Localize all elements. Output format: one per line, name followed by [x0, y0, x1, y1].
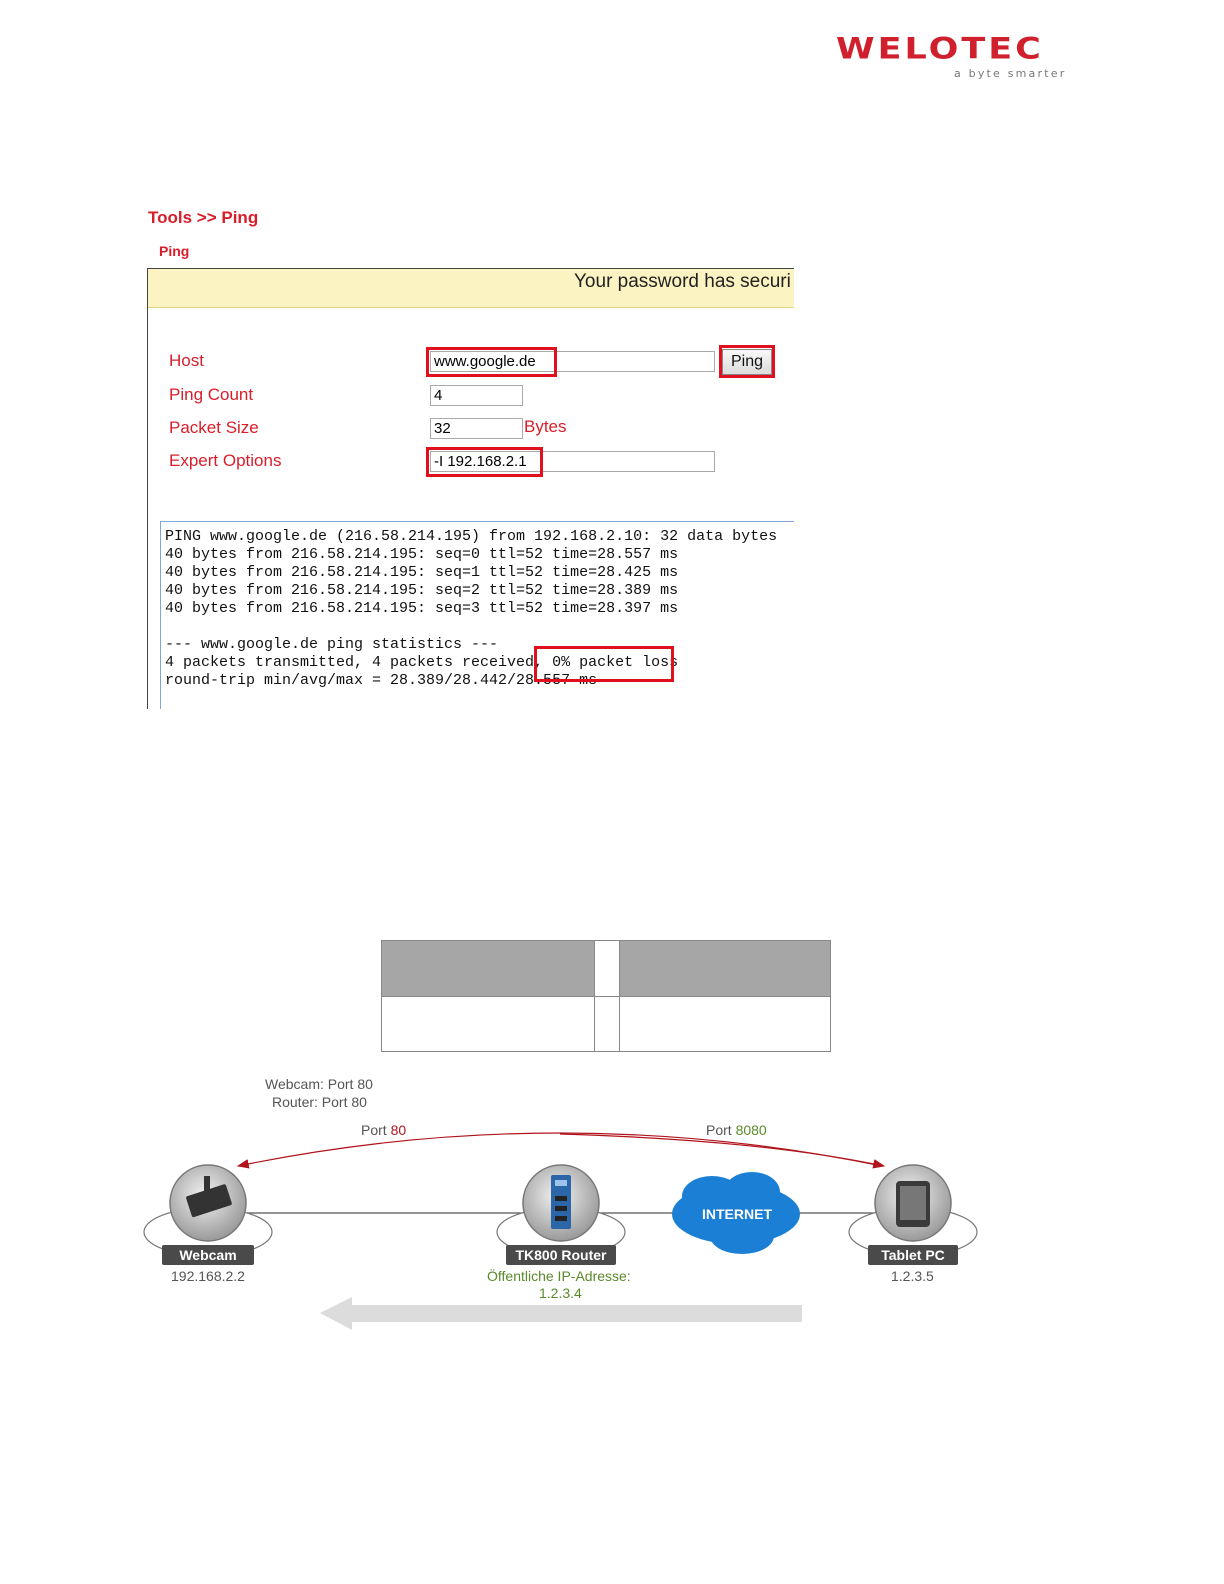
tablet-icon: [896, 1181, 930, 1227]
port-left-prefix: Port: [361, 1122, 391, 1138]
expert-options-input[interactable]: -I 192.168.2.1: [430, 451, 715, 472]
webcam-ip: 192.168.2.2: [171, 1268, 245, 1284]
port-right-prefix: Port: [706, 1122, 736, 1138]
host-input[interactable]: www.google.de: [430, 351, 715, 372]
router-device-icon: [551, 1175, 571, 1229]
tablet-node: [849, 1165, 977, 1256]
breadcrumb: Tools >> Ping: [148, 208, 259, 227]
ping-count-input[interactable]: 4: [430, 385, 523, 406]
webcam-node: [144, 1165, 272, 1256]
output-line: round-trip min/avg/max = 28.389/28.442/28.557 ms: [165, 672, 598, 689]
packet-size-input[interactable]: 32: [430, 418, 523, 439]
host-label: Host: [169, 351, 204, 370]
output-line: --- www.google.de ping statistics ---: [165, 636, 499, 653]
mapping-router: Router: Port 80: [272, 1094, 367, 1110]
page-subtitle: Ping: [159, 243, 190, 259]
packet-size-unit: Bytes: [524, 417, 567, 436]
output-line: PING www.google.de (216.58.214.195) from 192.168.2.10: 32 data bytes: [165, 528, 778, 545]
packet-size-label: Packet Size: [169, 418, 259, 437]
return-arrow: [320, 1297, 802, 1330]
mapping-webcam: Webcam: Port 80: [265, 1076, 373, 1092]
output-line: 40 bytes from 216.58.214.195: seq=1 ttl=52 time=28.425 ms: [165, 564, 679, 581]
banner-text: Your password has securi: [574, 271, 791, 292]
ping-button[interactable]: Ping: [722, 349, 772, 375]
output-line: 40 bytes from 216.58.214.195: seq=2 ttl=52 time=28.389 ms: [165, 582, 679, 599]
output-line: 40 bytes from 216.58.214.195: seq=0 ttl=52 time=28.557 ms: [165, 546, 679, 563]
expert-options-label: Expert Options: [169, 451, 282, 470]
router-public-label: Öffentliche IP-Adresse:: [487, 1268, 631, 1284]
forward-arc-right: [560, 1134, 884, 1166]
tablet-label: Tablet PC: [868, 1245, 958, 1265]
internet-cloud-icon: [672, 1172, 800, 1254]
webcam-label: Webcam: [162, 1245, 254, 1265]
ping-count-label: Ping Count: [169, 385, 254, 404]
logo-tagline: a byte smarter: [954, 67, 1067, 80]
router-ip: 1.2.3.4: [539, 1285, 582, 1301]
router-label: TK800 Router: [506, 1245, 616, 1265]
tablet-ip: 1.2.3.5: [891, 1268, 934, 1284]
port-left-value: 80: [390, 1122, 407, 1138]
port-right-value: 8080: [735, 1122, 767, 1138]
logo-wordmark: WELOTEC: [836, 32, 1044, 67]
cloud-label: INTERNET: [702, 1206, 772, 1222]
output-line: 40 bytes from 216.58.214.195: seq=3 ttl=52 time=28.397 ms: [165, 600, 679, 617]
router-node: [497, 1165, 625, 1256]
output-line: 4 packets transmitted, 4 packets received, 0% packet loss: [165, 654, 679, 671]
